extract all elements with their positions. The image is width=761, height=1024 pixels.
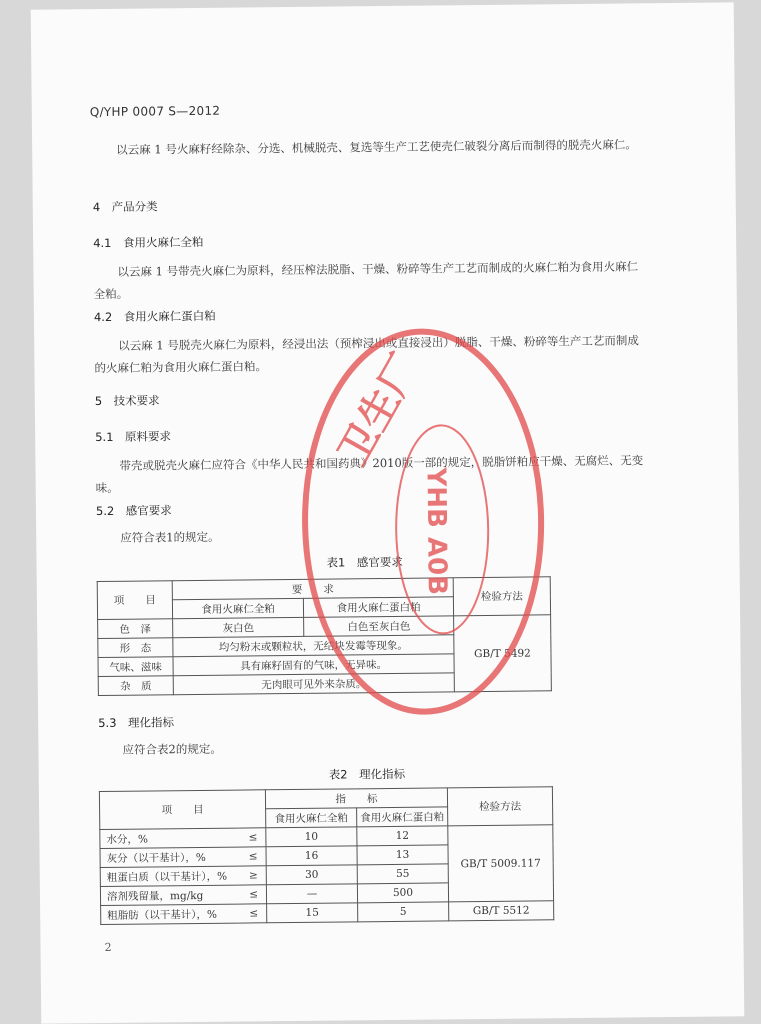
heading-4-2: 4.2 食用火麻仁蛋白粕: [93, 308, 216, 325]
t1-merged-value: 具有麻籽固有的气味，无异味。: [173, 654, 454, 676]
t1-method: GB/T 5492: [454, 615, 552, 692]
s4-1-paragraph: 以云麻 1 号带壳火麻仁为原料，经压榨法脱脂、干燥、粉碎等生产工艺而制成的火麻仁粕为食用火麻仁全粕。: [93, 259, 639, 302]
document-page: [31, 2, 745, 1023]
table2-physicochemical: [99, 786, 554, 925]
t1-sub-full: 食用火麻仁全粕: [172, 598, 303, 618]
t1-item: 气味、滋味: [98, 657, 173, 677]
t2-symbol: ≤: [238, 885, 267, 904]
s5-1-paragraph: 带壳或脱壳火麻仁应符合《中华人民共和国药典》2010版一部的规定，脱脂饼粕应干燥、无腐烂、无变味。: [95, 453, 644, 496]
t2-protein-value: 13: [357, 845, 448, 865]
t2-full-value: 16: [266, 846, 357, 866]
t2-full-value: 15: [267, 903, 358, 923]
t2-symbol: ≤: [237, 828, 266, 847]
table1-sensory: [97, 576, 552, 696]
t1-item: 色 泽: [98, 619, 173, 639]
t2-symbol: ≤: [238, 904, 267, 923]
table2-caption: 表2 理化指标: [328, 766, 406, 782]
t2-name: 粗蛋白质（以干基计），%: [100, 866, 238, 886]
t1-full-value: 灰白色: [173, 617, 304, 637]
table-row: [98, 615, 551, 639]
t2-full-value: —: [266, 884, 357, 904]
t2-name: 灰分（以干基计），%: [100, 847, 238, 867]
table-row: [101, 901, 554, 925]
t2-name: 水分，%: [100, 828, 238, 848]
t2-header-method: 检验方法: [447, 787, 552, 826]
heading-5: 5 技术要求: [94, 393, 160, 409]
s5-2-paragraph: 应符合表1的规定。: [120, 529, 220, 545]
t2-protein-value: 5: [358, 902, 449, 922]
heading-4: 4 产品分类: [92, 199, 158, 215]
t1-item: 杂 质: [98, 676, 173, 696]
t2-sub-protein: 食用火麻仁蛋白粕: [357, 807, 448, 827]
t1-header-item: 项 目: [97, 581, 172, 620]
page-number: 2: [104, 940, 112, 954]
t2-protein-value: 500: [357, 883, 448, 903]
table1-caption: 表1 感官要求: [326, 554, 403, 570]
stamp-text-top: 卫生厂: [330, 346, 430, 474]
t2-method-a: GB/T 5009.117: [448, 825, 554, 902]
heading-5-3: 5.3 理化指标: [98, 715, 175, 731]
t1-header-method: 检验方法: [453, 577, 550, 616]
heading-4-1: 4.1 食用火麻仁全粕: [93, 234, 204, 251]
t2-symbol: ≤: [237, 847, 266, 866]
t2-protein-value: 55: [357, 864, 448, 884]
doc-code-header: Q/YHP 0007 S—2012: [89, 103, 221, 120]
t2-full-value: 30: [266, 865, 357, 885]
t2-method-b: GB/T 5512: [449, 901, 554, 921]
t1-protein-value: 白色至灰白色: [304, 616, 454, 637]
t1-sub-protein: 食用火麻仁蛋白粕: [304, 597, 454, 618]
s5-3-paragraph: 应符合表2的规定。: [122, 741, 222, 757]
t2-header-item: 项 目: [99, 790, 265, 830]
t2-name: 溶剂残留量，mg/kg: [100, 885, 238, 905]
table-row: [100, 825, 553, 849]
t1-merged-value: 均匀粉末或颗粒状，无结块发霉等现象。: [173, 635, 454, 657]
t1-item: 形 态: [98, 638, 173, 658]
t2-protein-value: 12: [357, 826, 448, 846]
heading-5-2: 5.2 感官要求: [95, 503, 172, 519]
t2-header-index: 指 标: [265, 788, 447, 809]
s4-2-paragraph: 以云麻 1 号脱壳火麻仁为原料，经浸出法（预榨浸出或直接浸出）脱脂、干燥、粉碎等生产工艺而制成的火麻仁粕为食用火麻仁蛋白粕。: [94, 333, 639, 376]
t2-symbol: ≥: [238, 866, 267, 885]
intro-paragraph: 以云麻 1 号火麻籽经除杂、分选、机械脱壳、复选等生产工艺使壳仁破裂分离后而制得的脱壳火麻仁。: [116, 137, 637, 157]
t2-sub-full: 食用火麻仁全粕: [266, 808, 357, 828]
t2-name: 粗脂肪（以干基计），%: [101, 904, 239, 924]
stamp-text-mid: YHB A0B: [420, 467, 452, 596]
t2-full-value: 10: [266, 827, 357, 847]
heading-5-1: 5.1 原料要求: [95, 429, 172, 445]
t1-merged-value: 无肉眼可见外来杂质。: [173, 673, 454, 695]
t1-header-requirement: 要 求: [172, 578, 453, 600]
